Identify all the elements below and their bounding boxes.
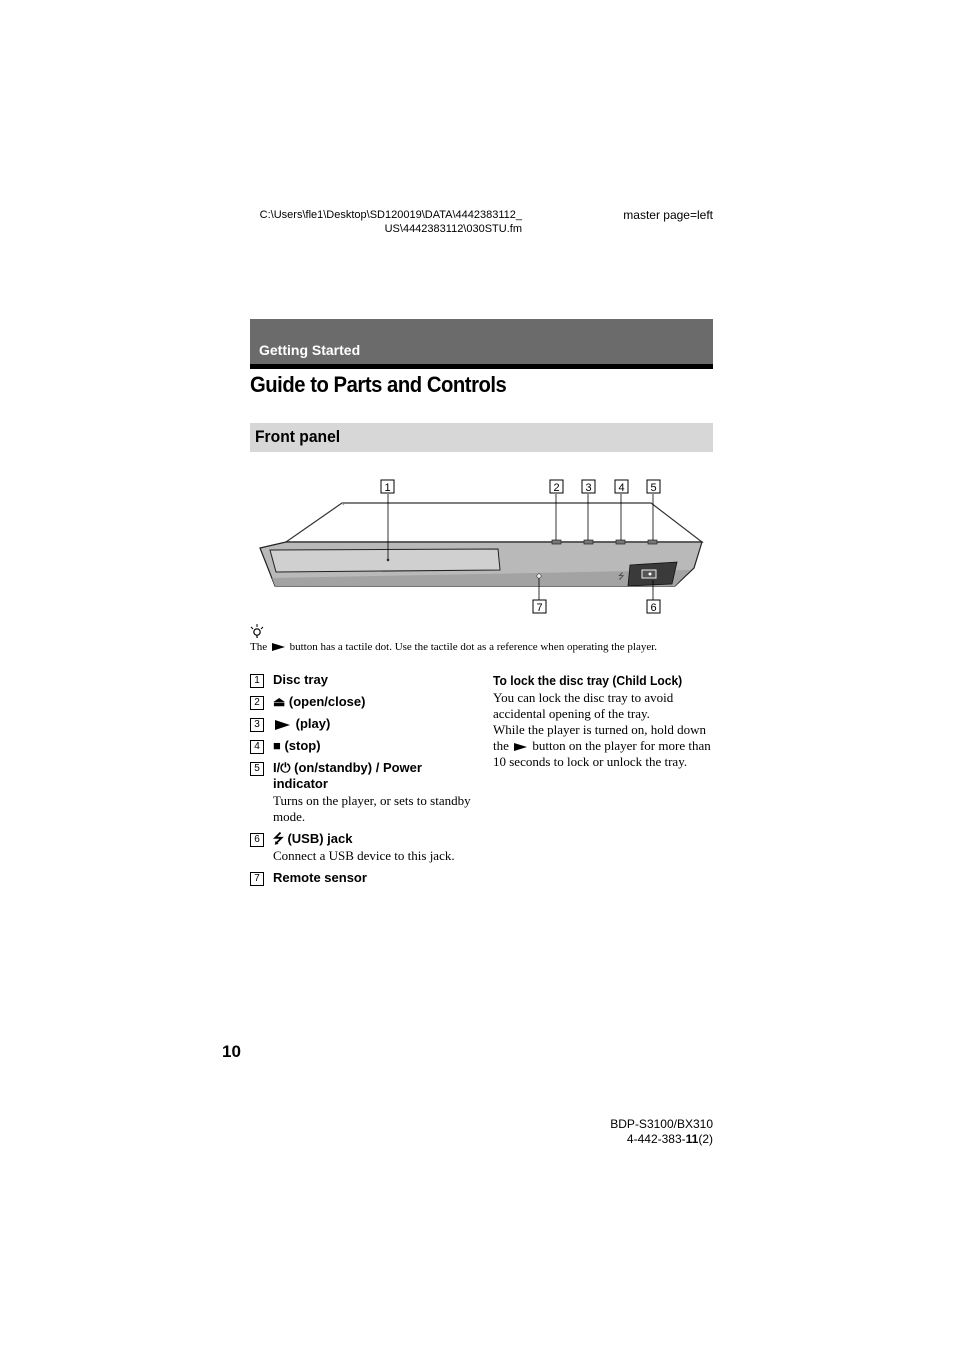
play-icon <box>514 743 527 751</box>
callout-7: 7 <box>536 602 543 614</box>
svg-text:⭍: ⭍ <box>618 572 625 581</box>
list-item <box>250 870 480 886</box>
section-rule <box>250 364 713 369</box>
footer <box>560 1117 713 1147</box>
callout-6: 6 <box>650 602 657 614</box>
child-lock-p2-after: button on the player for more than 10 seconds to lock or unlock the tray. <box>493 738 711 769</box>
item-label: Disc tray <box>273 672 328 687</box>
open-close-button-shape <box>552 540 561 544</box>
item-label: ⏏ (open/close) <box>273 694 366 709</box>
item-label: ⭍ (USB) jack <box>273 831 353 846</box>
model-number: BDP-S3100/BX310 <box>610 1117 713 1131</box>
list-item <box>250 738 480 754</box>
item-label-play <box>273 716 480 732</box>
callout-4: 4 <box>618 482 625 494</box>
remote-sensor-shape <box>537 574 541 578</box>
file-path <box>240 208 522 236</box>
child-lock-p2-before: While the player is turned on, hold down the <box>493 722 707 753</box>
callout-1: 1 <box>384 482 391 494</box>
item-number: 6 <box>250 833 264 847</box>
front-panel-diagram <box>250 470 710 620</box>
list-item <box>250 831 480 864</box>
play-icon <box>275 720 290 730</box>
page-title: Guide to Parts and Controls <box>250 372 507 397</box>
callout-3: 3 <box>585 482 592 494</box>
play-icon <box>272 643 285 651</box>
item-number: 1 <box>250 674 264 688</box>
section-header <box>250 319 713 364</box>
parts-list <box>250 672 480 892</box>
item-description: Connect a USB device to this jack. <box>273 848 455 863</box>
item-number: 4 <box>250 740 264 754</box>
child-lock-section <box>493 672 715 770</box>
item-label-text: (play) <box>295 716 331 731</box>
child-lock-paragraph-1: You can lock the disc tray to avoid accidental opening of the tray. <box>493 690 674 721</box>
list-item <box>250 672 480 688</box>
callout-2: 2 <box>553 482 560 494</box>
subsection-header <box>250 423 713 452</box>
item-label: I/⏻ (on/standby) / Power indicator <box>273 760 422 791</box>
tip-text <box>250 640 720 654</box>
file-path-line-2: US\4442383112\030STU.fm <box>384 223 522 235</box>
item-label: ■ (stop) <box>273 738 321 753</box>
document-code <box>560 1132 713 1147</box>
item-number: 5 <box>250 762 264 776</box>
item-label: Remote sensor <box>273 870 367 885</box>
file-path-line-1: C:\Users\fle1\Desktop\SD120019\DATA\4442383112_ <box>259 209 522 221</box>
lightbulb-icon <box>250 624 264 638</box>
item-number: 7 <box>250 872 264 886</box>
power-button-shape <box>648 540 657 544</box>
code-bold: 11 <box>685 1132 699 1146</box>
list-item <box>250 716 480 732</box>
disc-tray-slot <box>270 549 500 572</box>
callout-5: 5 <box>650 482 657 494</box>
code-prefix: 4-442-383- <box>626 1132 686 1146</box>
code-suffix: (2) <box>698 1132 713 1146</box>
master-page-label: master page=left <box>623 208 713 222</box>
page-number: 10 <box>222 1042 241 1061</box>
tip-text-after: button has a tactile dot. Use the tactile dot as a reference when operating the player. <box>289 641 658 653</box>
section-title: Getting Started <box>259 342 361 358</box>
stop-button-shape <box>616 540 625 544</box>
player-top-surface <box>286 503 702 542</box>
tip-text-before: The <box>250 641 268 653</box>
subsection-title: Front panel <box>255 427 341 446</box>
item-description: Turns on the player, or sets to standby mode. <box>273 793 471 824</box>
item-number: 2 <box>250 696 264 710</box>
child-lock-paragraph-2 <box>493 722 715 770</box>
list-item <box>250 760 480 825</box>
list-item <box>250 694 480 710</box>
item-number: 3 <box>250 718 264 732</box>
play-button-shape <box>584 540 593 544</box>
child-lock-heading: To lock the disc tray (Child Lock) <box>493 673 683 688</box>
